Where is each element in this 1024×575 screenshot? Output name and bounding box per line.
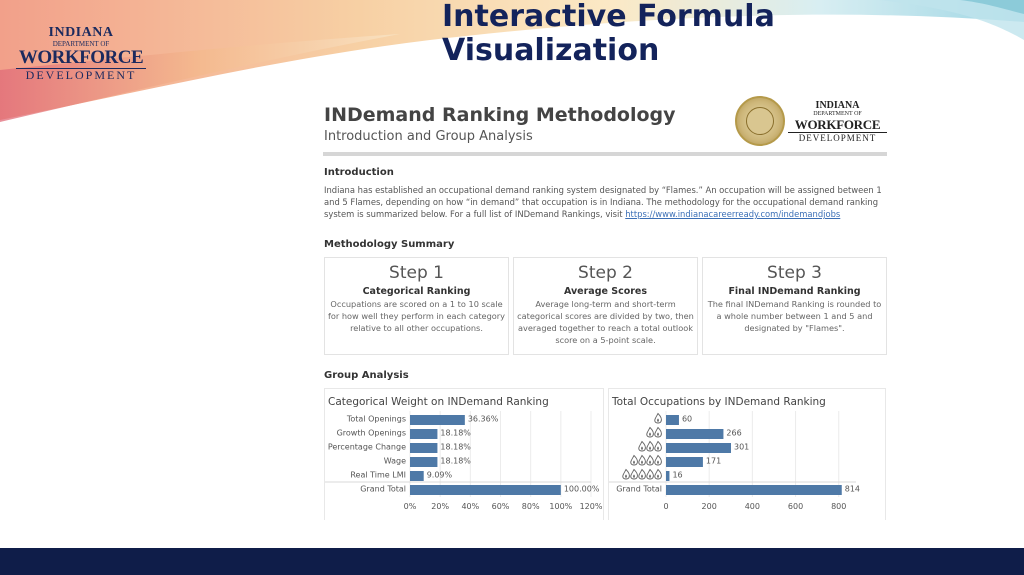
category-label: Percentage Change — [327, 442, 406, 452]
tick-label: 800 — [831, 502, 847, 511]
bar[interactable] — [410, 415, 465, 425]
bar[interactable] — [410, 457, 437, 467]
flame-icon — [639, 442, 646, 452]
flame-icon — [639, 470, 646, 480]
flame-icon — [655, 442, 662, 452]
methodology-heading: Methodology Summary — [324, 239, 455, 250]
categorical-weight-panel — [324, 388, 604, 520]
flame-icon — [623, 470, 630, 480]
flame-icon — [655, 414, 662, 424]
tick-label: 80% — [521, 502, 540, 511]
bar[interactable] — [410, 485, 561, 495]
tick-label: 600 — [787, 502, 804, 511]
flame-icon — [639, 456, 646, 466]
category-label: Total Openings — [346, 414, 406, 424]
data-label: 18.18% — [440, 442, 471, 452]
data-label: 266 — [726, 428, 742, 438]
bar[interactable] — [666, 443, 731, 453]
step-name: Final INDemand Ranking — [728, 286, 861, 297]
tick-label: 120% — [579, 502, 603, 511]
data-label: 18.18% — [440, 456, 471, 466]
step-description: The final INDemand Ranking is rounded to a whole number between 1 and 5 and designated by "Flames". — [707, 299, 882, 333]
flame-icon — [647, 428, 654, 438]
tick-label: 0% — [403, 502, 417, 511]
indemand-link[interactable]: https://www.indianacareerready.com/indemandjobs — [625, 209, 841, 219]
tick-label: 0 — [663, 502, 669, 511]
tick-label: 200 — [701, 502, 717, 511]
step-card-2 — [513, 257, 698, 355]
dash-logo-development: DEVELOPMENT — [788, 132, 887, 143]
bar[interactable] — [666, 415, 679, 425]
bar[interactable] — [666, 429, 723, 439]
flame-icon — [647, 456, 654, 466]
chart-title: Total Occupations by INDemand Ranking — [612, 396, 826, 408]
tick-label: 40% — [461, 502, 480, 511]
category-label: Wage — [383, 456, 406, 466]
step-number: Step 2 — [578, 263, 633, 283]
dashboard-logo — [788, 100, 887, 143]
data-label: 814 — [844, 484, 861, 494]
introduction-body: Indiana has established an occupational demand ranking system designated by “Flames.” An occupation will be assigned between 1 and 5 Flames, depending on how “in demand” that occupation is in Indiana. The methodology for the occupational demand ranking system is summarized below. For a full list of INDemand Rankings, visit — [324, 185, 882, 219]
dash-logo-state: INDIANA — [815, 100, 860, 111]
dash-logo-dept: DEPARTMENT OF — [813, 111, 862, 117]
step-card-1 — [324, 257, 509, 355]
flame-icon — [647, 442, 654, 452]
tick-label: 20% — [431, 502, 450, 511]
categorical-weight-chart[interactable] — [325, 409, 605, 520]
slide-title-line2: Visualization — [442, 33, 660, 68]
logo-development: DEVELOPMENT — [16, 68, 146, 82]
step-card-3 — [702, 257, 887, 355]
slide-title — [442, 0, 775, 68]
bar[interactable] — [666, 457, 703, 467]
data-label: 60 — [681, 414, 693, 424]
header-divider — [323, 152, 887, 156]
step-number: Step 3 — [767, 263, 822, 283]
dash-logo-workforce: WORKFORCE — [794, 117, 881, 132]
slide-title-line1: Interactive Formula — [442, 0, 775, 34]
chart-title: Categorical Weight on INDemand Ranking — [328, 396, 549, 408]
state-seal-icon — [735, 96, 785, 146]
bar[interactable] — [666, 471, 669, 481]
logo-dept: DEPARTMENT OF — [52, 40, 110, 48]
bar[interactable] — [410, 443, 437, 453]
data-label: 18.18% — [440, 428, 471, 438]
group-analysis-heading: Group Analysis — [324, 370, 409, 381]
occupations-panel — [608, 388, 886, 520]
flame-icon — [631, 470, 638, 480]
flame-icon — [655, 428, 662, 438]
data-label: 9.09% — [426, 470, 453, 480]
flame-icon — [655, 456, 662, 466]
bar[interactable] — [666, 485, 842, 495]
flame-icon — [655, 470, 662, 480]
step-number: Step 1 — [389, 263, 444, 283]
flame-icon — [631, 456, 638, 466]
flame-icon — [647, 470, 654, 480]
dashboard-title: INDemand Ranking Methodology — [324, 104, 676, 126]
data-label: 171 — [705, 456, 722, 466]
data-label: 36.36% — [467, 414, 499, 424]
occupations-chart[interactable] — [609, 409, 887, 520]
step-description: Average long-term and short-term categorical scores are divided by two, then averaged together to reach a total outlook score on a 5-point scale. — [517, 299, 694, 345]
dashboard-subtitle: Introduction and Group Analysis — [324, 129, 533, 144]
tick-label: 60% — [491, 502, 510, 511]
data-label: 100.00% — [563, 484, 600, 494]
category-label: Grand Total — [360, 484, 406, 494]
tick-label: 100% — [549, 502, 573, 511]
category-label: Growth Openings — [336, 428, 406, 438]
dwd-logo — [16, 26, 146, 82]
tick-label: 400 — [744, 502, 761, 511]
data-label: 16 — [672, 470, 683, 480]
step-name: Average Scores — [563, 286, 648, 297]
introduction-text — [324, 184, 886, 220]
dashboard — [323, 96, 887, 520]
step-name: Categorical Ranking — [362, 286, 471, 297]
bar[interactable] — [410, 429, 437, 439]
step-description: Occupations are scored on a 1 to 10 scale for how well they perform in each category relative to all other occupations. — [327, 299, 506, 333]
logo-workforce: WORKFORCE — [18, 47, 144, 68]
introduction-heading: Introduction — [324, 167, 394, 178]
footer-bar — [0, 548, 1024, 575]
category-label: Grand Total — [616, 484, 662, 494]
bar[interactable] — [410, 471, 424, 481]
data-label: 301 — [733, 442, 750, 452]
category-label: Real Time LMI — [350, 470, 406, 480]
logo-state: INDIANA — [48, 25, 114, 40]
